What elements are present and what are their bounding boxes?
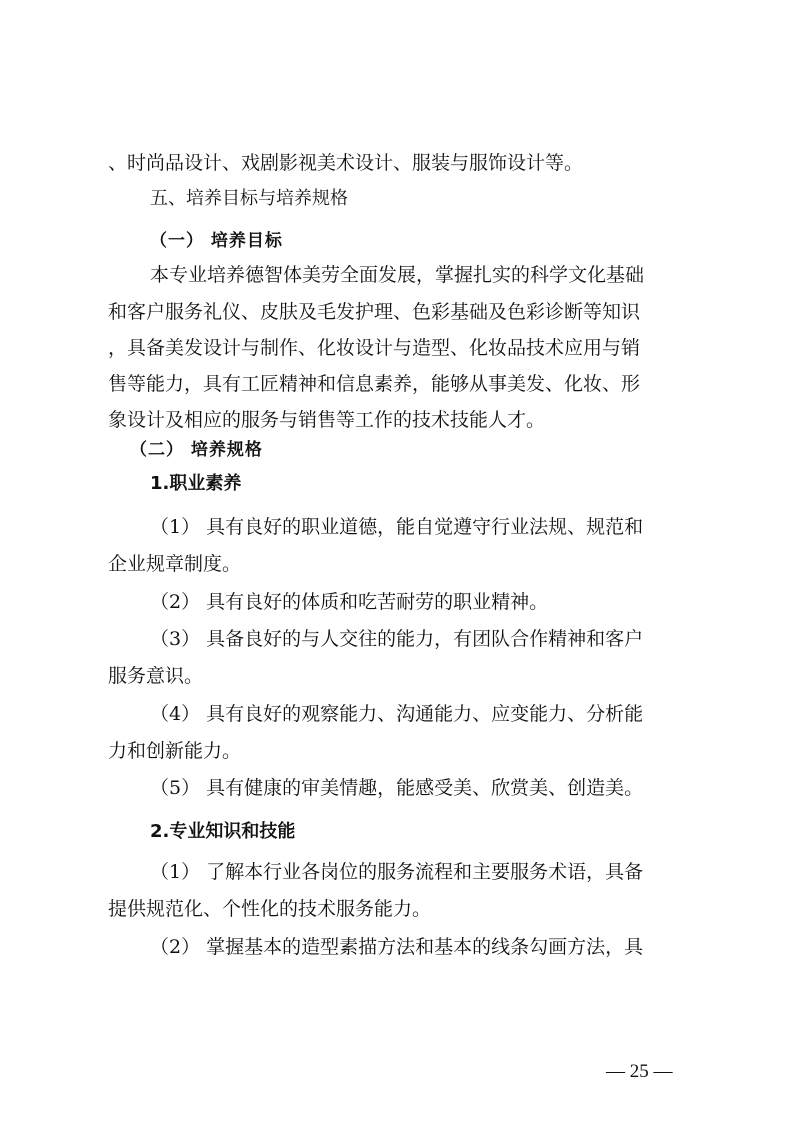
subsection-heading-specs: （二） 培养规格 (130, 440, 263, 460)
item-heading-knowledge-skills: 2.专业知识和技能 (150, 821, 296, 842)
list-item-line: （1） 具有良好的职业道德，能自觉遵守行业法规、规范和 (150, 516, 644, 538)
paragraph-line: 本专业培养德智体美劳全面发展，掌握扎实的科学文化基础 (150, 264, 645, 286)
list-item-line: （2） 掌握基本的造型素描方法和基本的线条勾画方法，具 (150, 936, 644, 958)
list-item-line: （1） 了解本行业各岗位的服务流程和主要服务术语，具备 (150, 861, 644, 883)
item-heading-professional-quality: 1.职业素养 (150, 473, 242, 494)
list-item-line: （2） 具有良好的体质和吃苦耐劳的职业精神。 (150, 591, 549, 613)
list-item-line: （5） 具有健康的审美情趣，能感受美、欣赏美、创造美。 (150, 777, 644, 799)
list-item-line: 企业规章制度。 (108, 553, 242, 575)
page-number: — 25 — (606, 1061, 673, 1082)
list-item-line: 提供规范化、个性化的技术服务能力。 (108, 898, 432, 920)
list-item-line: （3） 具备良好的与人交往的能力，有团队合作精神和客户 (150, 628, 644, 650)
text-line-continuation: 、时尚品设计、戏剧影视美术设计、服装与服饰设计等。 (108, 152, 584, 174)
paragraph-line: 售等能力，具有工匠精神和信息素养，能够从事美发、化妆、形 (108, 373, 641, 395)
list-item-line: 力和创新能力。 (108, 740, 242, 762)
section-heading: 五、培养目标与培养规格 (150, 188, 348, 209)
list-item-line: （4） 具有良好的观察能力、沟通能力、应变能力、分析能 (150, 703, 644, 725)
paragraph-line: 象设计及相应的服务与销售等工作的技术技能人才。 (108, 409, 546, 431)
paragraph-line: 和客户服务礼仪、皮肤及毛发护理、色彩基础及色彩诊断等知识 (108, 301, 641, 323)
list-item-line: 服务意识。 (108, 665, 204, 687)
paragraph-line: ，具备美发设计与制作、化妆设计与造型、化妆品技术应用与销 (108, 337, 641, 359)
subsection-heading-goals: （一） 培养目标 (150, 231, 283, 251)
